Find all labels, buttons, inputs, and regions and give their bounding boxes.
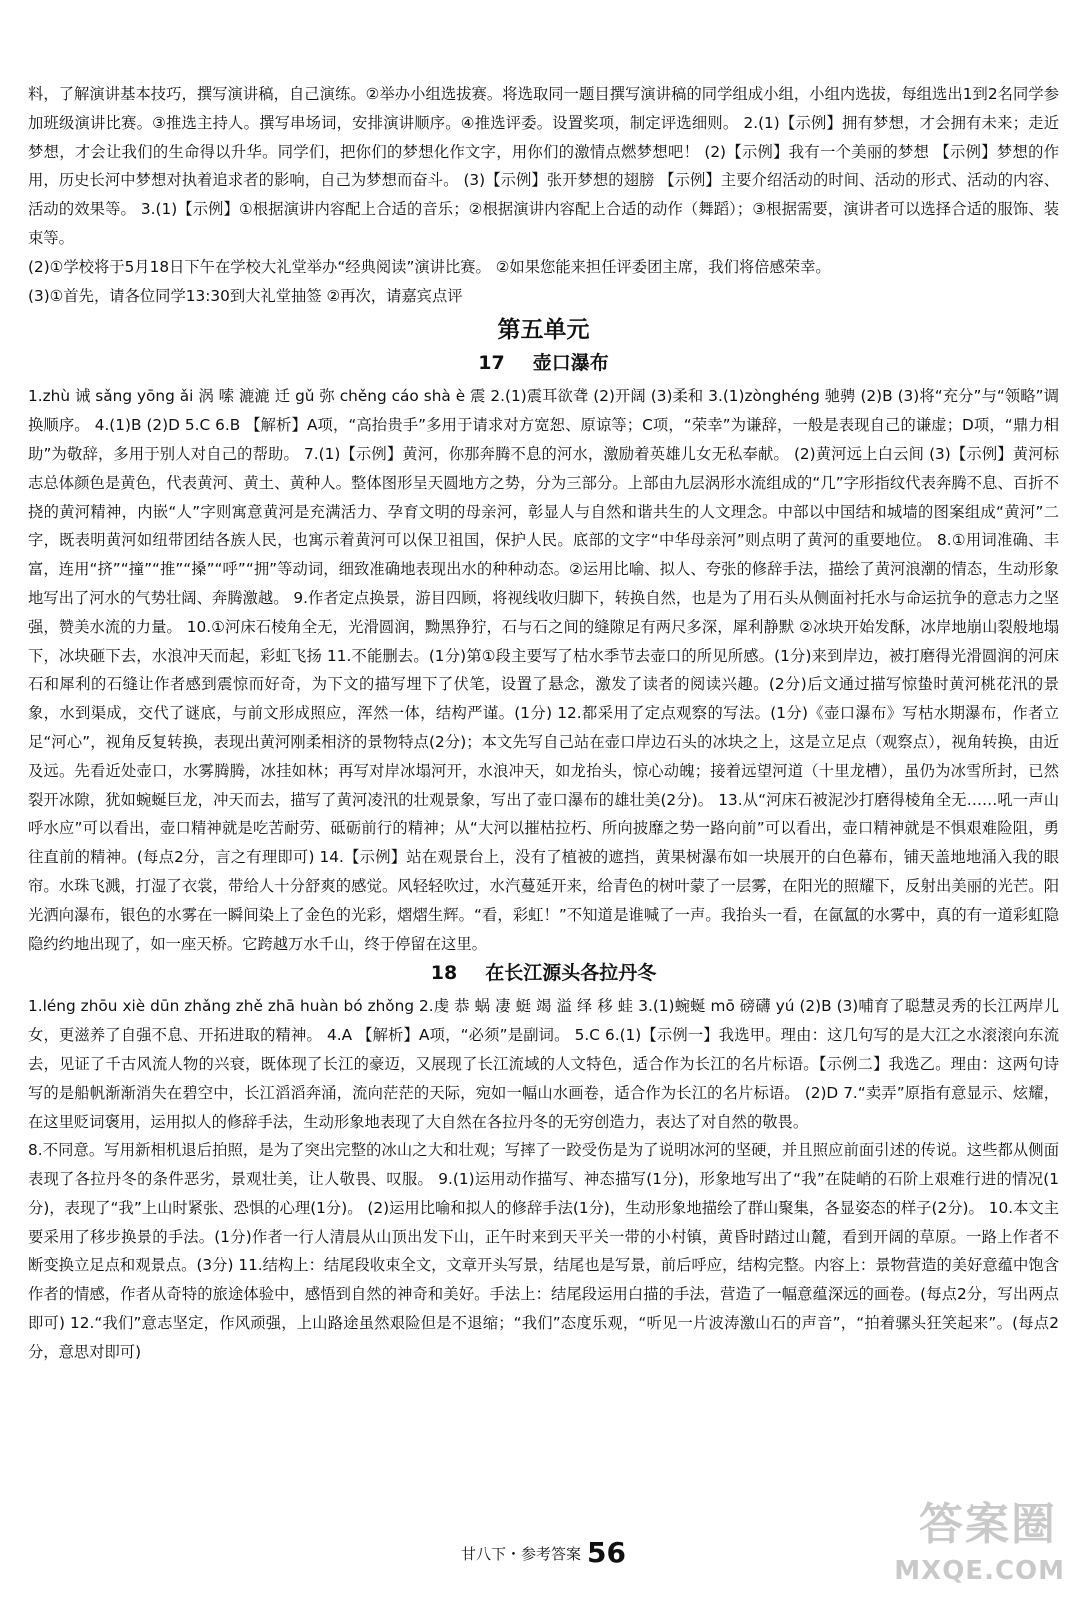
page-number: 56 <box>587 1536 626 1569</box>
lesson-18-section <box>28 958 1059 1366</box>
site-watermark <box>885 1488 1065 1588</box>
footer-label: 甘八下・参考答案 <box>461 1545 582 1563</box>
watermark-url: MXQE.COM <box>894 1556 1065 1586</box>
lesson-18-title: 在长江源头各拉丹冬 <box>485 962 657 985</box>
lesson-18-answers-part-2: 8.不同意。写用新相机退后拍照，是为了突出完整的冰山之大和壮观；写摔了一跤受伤是为了说明冰河的坚硬，并且照应前面引述的传说。这些都从侧面表现了各拉丹冬的条件恶劣，景观壮美，让人敬畏、叹服。 9.(1)运用动作描写、神态描写(1分)，形象地写出了“我”在陡峭的石阶上艰难行进的情况(1分)，表现了“我”上山时紧张、恐惧的心理(1分)。 (2)运用比喻和拟人的修辞手法(1分)，生动形象地描绘了群山聚集，各显姿态的样子(2分)。 10.本文主要采用了移步换景的手法。(1分)作者一行人清晨从山顶出发下山，正午时来到天平关一带的小村镇，黄昏时踏过山麓，看到开阔的草原。一路上作者不断变换立足点和观景点。(3分) 11.结构上：结尾段收束全文，文章开头写景，结尾也是写景，前后呼应，结构完整。内容上：景物营造的美好意蕴中饱含作者的情感，作者从奇特的旅途体验中，感悟到自然的神奇和美好。手法上：结尾段运用白描的手法，营造了一幅意蕴深远的画卷。(每点2分，写出两点即可) 12.“我们”意志坚定，作风顽强，上山路途虽然艰险但是不退缩；“我们”态度乐观，“听见一片波涛激山石的声音”，“拍着骡头狂笑起来”。(每点2分，意思对即可) <box>28 1141 1059 1361</box>
lesson-17-heading <box>28 348 1059 378</box>
lesson-17-section <box>28 348 1059 958</box>
unit-title: 第五单元 <box>497 317 590 344</box>
intro-paragraph-3: (3)①首先，请各位同学13:30到大礼堂抽签 ②再次，请嘉宾点评 <box>28 286 463 305</box>
lesson-18-number: 18 <box>430 962 458 985</box>
intro-paragraph-2: (2)①学校将于5月18日下午在学校大礼堂举办“经典阅读”演讲比赛。 ②如果您能来担任评委团主席，我们将倍感荣幸。 <box>28 257 831 276</box>
answer-page <box>28 80 1059 1367</box>
lesson-17-number: 17 <box>478 352 505 375</box>
watermark-logo-text: 答案圈 <box>919 1499 1057 1550</box>
lesson-17-title: 壶口瀑布 <box>532 352 609 375</box>
lesson-18-answers-part-1: 1.léng zhōu xiè dūn zhǎng zhě zhā huàn bó zhǒng 2.虔 恭 蜗 凄 蜓 竭 溢 绎 移 蛙 3.(1)蜿蜒 mō 磅礴 yú (2)B (3)哺育了聪慧灵秀的长江两岸儿女，更滋养了自强不息、开拓进取的精神。 4.A 【解析】A项，“必须”是副词。 5.C 6.(1)【示例一】我选甲。理由：这几句写的是大江之水滚滚向东流去，见证了千古风流人物的兴衰，既体现了长江的豪迈，又展现了长江流域的人文特色，适合作为长江的名片标语。【示例二】我选乙。理由：这两句诗写的是船帆渐渐消失在碧空中，长江滔滔奔涌，流向茫茫的天际，宛如一幅山水画卷，适合作为长江的名片标语。 (2)D 7.“卖弄”原指有意显示、炫耀，在这里贬词褒用，运用拟人的修辞手法，生动形象地表现了大自然在各拉丹冬的无穷创造力，表达了对自然的敬畏。 <box>28 997 1059 1131</box>
intro-section <box>28 80 1059 310</box>
intro-paragraph-1: 料，了解演讲基本技巧，撰写演讲稿，自己演练。②举办小组选拔赛。将选取同一题目撰写演讲稿的同学组成小组，小组内选拔，每组选出1到2名同学参加班级演讲比赛。③推选主持人。撰写串场词，安排演讲顺序。④推选评委。设置奖项，制定评选细则。 2.(1)【示例】拥有梦想，才会拥有未来；走近梦想，才会让我们的生命得以升华。同学们，把你们的梦想化作文字，用你们的激情点燃梦想吧！ (2)【示例】我有一个美丽的梦想 【示例】梦想的作用，历史长河中梦想对执着追求者的影响，自己为梦想而奋斗。 (3)【示例】张开梦想的翅膀 【示例】主要介绍活动的时间、活动的形式、活动的内容、活动的效果等。 3.(1)【示例】①根据演讲内容配上合适的音乐；②根据演讲内容配上合适的动作（舞蹈）；③根据需要，演讲者可以选择合适的服饰、装束等。 <box>28 85 1059 247</box>
lesson-17-answers: 1.zhù 诫 sǎng yōng ǎi 涡 嗦 漉漉 迁 gǔ 弥 chěng cáo shà è 震 2.(1)震耳欲聋 (2)开阔 (3)柔和 3.(1)zònghéng 驰骋 (2)B (3)将“充分”与“领略”调换顺序。 4.(1)B (2)D 5.C 6.B 【解析】A项，“高抬贵手”多用于请求对方宽恕、原谅等；C项，“荣幸”为谦辞，一般是表现自己的谦虚；D项，“鼎力相助”为敬辞，多用于别人对自己的帮助。 7.(1)【示例】黄河，你那奔腾不息的河水，激励着英雄儿女无私奉献。 (2)黄河远上白云间 (3)【示例】黄河标志总体颜色是黄色，代表黄河、黄土、黄种人。整体图形呈天圆地方之势，分为三部分。上部由九层涡形水流组成的“几”字形指纹代表奔腾不息、百折不挠的黄河精神，内嵌“人”字则寓意黄河是充满活力、孕育文明的母亲河，彰显人与自然和谐共生的人文理念。中部以中国结和城墙的图案组成“黄河”二字，既表明黄河如纽带团结各族人民，也寓示着黄河可以保卫祖国，保护人民。底部的文字“中华母亲河”则点明了黄河的重要地位。 8.①用词准确、丰富，连用“挤”“撞”“推”“搡”“呼”“拥”等动词，细致准确地表现出水的种种动态。②运用比喻、拟人、夸张的修辞手法，描绘了黄河浪潮的情态，生动形象地写出了河水的气势壮阔、奔腾激越。 9.作者定点换景，游目四顾，将视线收归脚下，转换自然，也是为了用石头从侧面衬托水与命运抗争的意志力之坚强，赞美水流的力量。 10.①河床石棱角全无，光滑圆润，黝黑狰狞，石与石之间的缝隙足有两尺多深，犀利静默 ②冰块开始发酥，冰岸地崩山裂般地塌下，冰块砸下去，水浪冲天而起，彩虹飞扬 11.不能删去。(1分)第①段主要写了枯水季节去壶口的所见所感。(1分)来到岸边，被打磨得光滑圆润的河床石和犀利的石缝让作者感到震惊而好奇，为下文的描写埋下了伏笔，设置了悬念，激发了读者的阅读兴趣。(2分)后文通过描写惊蛰时黄河桃花汛的景象，水到渠成，交代了谜底，与前文形成照应，浑然一体，结构严谨。(1分) 12.都采用了定点观察的写法。(1分)《壶口瀑布》写枯水期瀑布，作者立足“河心”，视角反复转换，表现出黄河刚柔相济的景物特点(2分)；本文先写自己站在壶口岸边石头的冰块之上，这是立足点（观察点），视角转换，由近及远。先看近处壶口，水雾腾腾，冰挂如林；再写对岸冰塌河开，水浪冲天，如龙抬头，惊心动魄；接着远望河道（十里龙槽），虽仍为冰雪所封，已然裂开冰隙，犹如蜿蜒巨龙，冲天而去，描写了黄河凌汛的壮观景象，写出了壶口瀑布的雄壮美(2分)。 13.从“河床石被泥沙打磨得棱角全无……吼一声山呼水应”可以看出，壶口精神就是吃苦耐劳、砥砺前行的精神；从“大河以摧枯拉朽、所向披靡之势一路向前”可以看出，壶口精神就是不惧艰难险阻，勇往直前的精神。(每点2分，言之有理即可) 14.【示例】站在观景台上，没有了植被的遮挡，黄果树瀑布如一块展开的白色幕布，铺天盖地地涌入我的眼帘。水珠飞溅，打湿了衣裳，带给人十分舒爽的感觉。风轻轻吹过，水汽蔓延开来，给青色的树叶蒙了一层雾，在阳光的照耀下，反射出美丽的光芒。阳光洒向瀑布，银色的水雾在一瞬间染上了金色的光彩，熠熠生辉。“看，彩虹！”不知道是谁喊了一声。我抬头一看，在氤氲的水雾中，真的有一道彩虹隐隐约约地出现了，如一座天桥。它跨越万水千山，终于停留在这里。 <box>28 387 1059 953</box>
lesson-18-heading <box>28 958 1059 988</box>
